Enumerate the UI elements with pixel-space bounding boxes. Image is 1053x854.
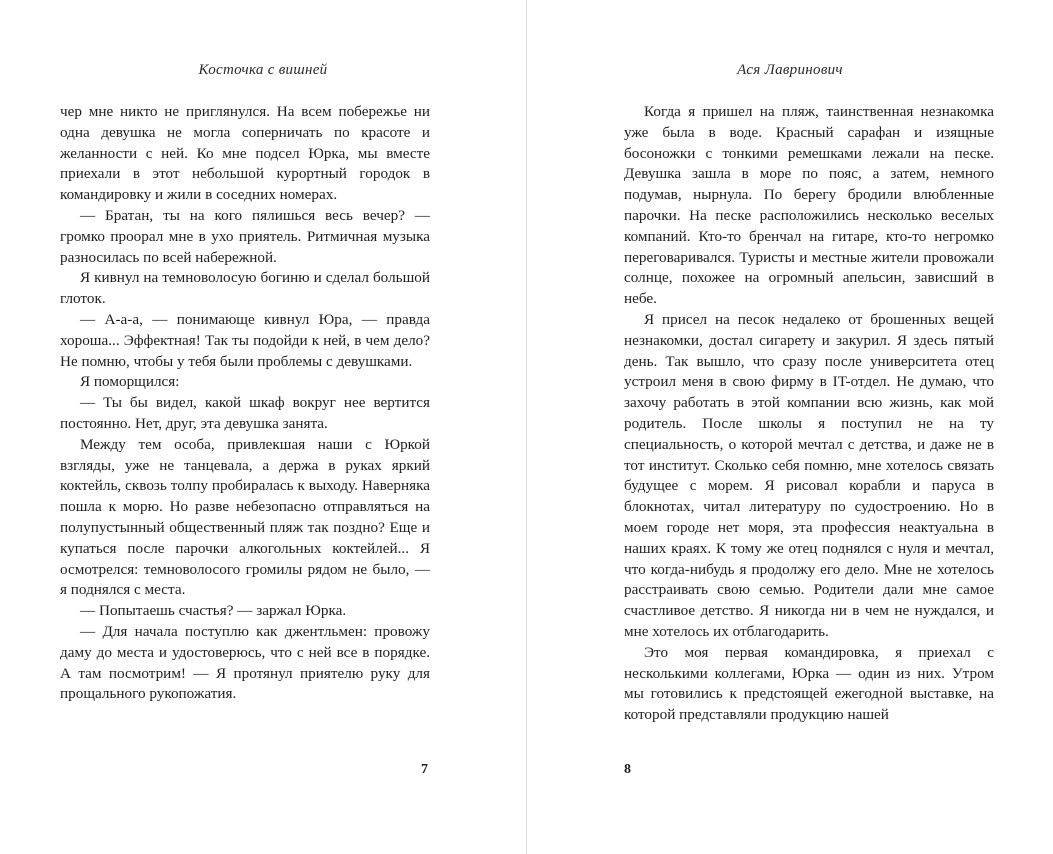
paragraph: Я поморщился: <box>80 373 180 391</box>
paragraph: — Попытаешь счастья? — заржал Юрка. <box>80 602 347 620</box>
paragraph: Я кивнул на темноволосую богиню и сделал большой глоток. <box>60 269 430 308</box>
paragraph: чер мне никто не приглянулся. На всем побережье ни одна девушка не могла соперничать по красоте и желанности с ней. Ко мне подсел Юрка, мы вместе приехали в этот небольшой курортный городок в командировку и жили в соседних номерах. <box>60 103 430 204</box>
paragraph: Я присел на песок недалеко от брошенных вещей незнакомки, достал сигарету и закурил. Я здесь пятый день. Так вышло, что сразу после университета отец устроил меня в свою фирму в IT-отдел. Не думаю, что захочу работать в этой компании всю жизнь, как мой родитель. После школы я поступил не на ту специальность, о которой мечтал с детства, и даже не в тот институт. Сколько себя помню, мне хотелось связать будущее с морем. Я рисовал корабли и паруса в блокнотах, читал литературу по судостроению. Но в моем городе нет моря, эта профессия неактуальна в наших краях. К тому же отец поднялся с нуля и мечтал, что когда-нибудь я продолжу его дело. Мне не хотелось расстраивать свою семью. Родители дали мне самое счастливое детство. Я никогда ни в чем не нуждался, и мне хотелось их отблагодарить. <box>624 310 994 640</box>
paragraph: Это моя первая командировка, я приехал с несколькими коллегами, Юрка — один из них. Утром мы готовились к предстоящей ежегодной выставке, на которой представляли продукцию нашей <box>624 643 994 724</box>
paragraph: — А-а-а, — понимающе кивнул Юра, — правда хороша... Эффектная! Так ты подойди к ней, в чем дело? Не помню, чтобы у тебя были проблемы с девушками. <box>60 310 430 370</box>
page-number: 7 <box>421 762 428 777</box>
paragraph: — Для начала поступлю как джентльмен: провожу даму до места и удостоверюсь, что с ней все в порядке. А там посмотрим! — Я протянул приятелю руку для прощального рукопожатия. <box>60 622 430 703</box>
right-page-text <box>624 102 994 726</box>
page-number: 8 <box>624 762 631 777</box>
left-page <box>0 0 526 854</box>
running-head-title: Косточка с вишней <box>198 62 328 78</box>
running-head-author: Ася Лавринович <box>737 62 843 78</box>
right-page <box>527 0 1053 854</box>
paragraph: Когда я пришел на пляж, таинственная незнакомка уже была в воде. Красный сарафан и изящные босоножки с тонкими ремешками лежали на песке. Девушка зашла в море по пояс, а затем, немного подумав, нырнула. По берегу бродили влюбленные парочки. На песке расположились несколько веселых компаний. Кто-то бренчал на гитаре, кто-то негромко переговаривался. Туристы и местные жители провожали солнце, похожее на огромный апельсин, зависший в небе. <box>624 103 994 308</box>
paragraph: — Братан, ты на кого пялишься весь вечер? — громко проорал мне в ухо приятель. Ритмичная музыка разносилась по всей набережной. <box>60 206 430 266</box>
left-page-text <box>60 102 430 705</box>
paragraph: — Ты бы видел, какой шкаф вокруг нее вертится постоянно. Нет, друг, эта девушка занята. <box>60 394 430 432</box>
paragraph: Между тем особа, привлекшая наши с Юркой взгляды, уже не танцевала, а держа в руках яркий коктейль, сквозь толпу пробиралась к выходу. Наверняка пошла к морю. Но разве небезопасно отправляться на полупустынный общественный пляж так поздно? Еще и купаться после парочки алкогольных коктейлей... Я осмотрелся: темноволосого громилы рядом не было, — я поднялся с места. <box>60 435 430 599</box>
